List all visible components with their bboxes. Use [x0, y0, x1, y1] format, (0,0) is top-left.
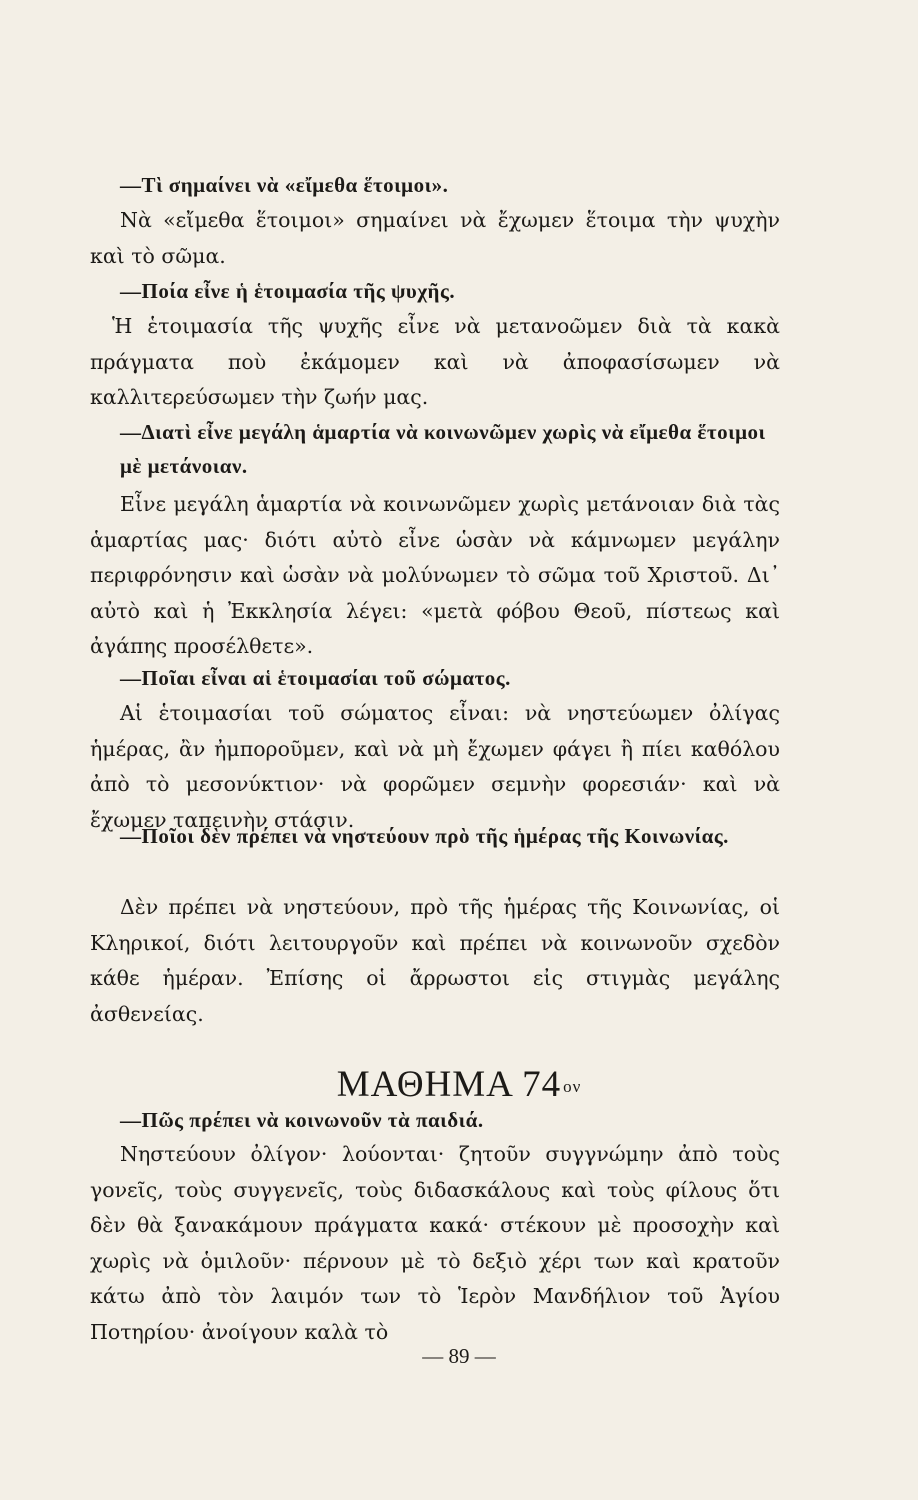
question-6: —Πῶς πρέπει νὰ κοινωνοῦν τὰ παιδιά. [120, 1108, 484, 1132]
lesson-title [0, 1063, 918, 1106]
question-4: —Ποῖαι εἶναι αἱ ἑτοιμασίαι τοῦ σώματος. [120, 666, 511, 690]
answer-3: Εἶνε μεγάλη ἁμαρτία νὰ κοινωνῶμεν χωρὶς μετάνοιαν διὰ τὰς ἁμαρτίας μας· διότι αὐτὸ εἶνε ὡσὰν νὰ κάμνωμεν μεγάλην περιφρόνησιν καὶ ὡσὰν νὰ μολύνωμεν τὸ σῶμα τοῦ Χριστοῦ. Δι᾽ αὐτὸ καὶ ἡ Ἐκκλησία λέγει: «μετὰ φόβου Θεοῦ, πίστεως καὶ ἀγάπης προσέλθετε». [90, 492, 780, 658]
answer-1: Νὰ «εἴμεθα ἕτοιμοι» σημαίνει νὰ ἔχωμεν ἕτοιμα τὴν ψυχὴν καὶ τὸ σῶμα. [90, 208, 780, 268]
answer-6: Νηστεύουν ὀλίγον· λούονται· ζητοῦν συγγνώμην ἀπὸ τοὺς γονεῖς, τοὺς συγγενεῖς, τοὺς διδασκάλους καὶ τοὺς φίλους ὅτι δὲν θὰ ξανακάμουν πράγματα κακά· στέκουν μὲ προσοχὴν καὶ χωρὶς νὰ ὁμιλοῦν· πέρνουν μὲ τὸ δεξιὸ χέρι των καὶ κρατοῦν κάτω ἀπὸ τὸν λαιμόν των τὸ Ἱερὸν Μανδήλιον τοῦ Ἁγίου Ποτηρίου· ἀνοίγουν καλὰ τὸ [90, 1142, 780, 1344]
page-number: — 89 — [422, 1344, 496, 1368]
lesson-title-suffix: ον [563, 1077, 582, 1096]
answer-4: Αἱ ἑτοιμασίαι τοῦ σώματος εἶναι: νὰ νηστεύωμεν ὀλίγας ἡμέρας, ἂν ἠμποροῦμεν, καὶ νὰ μὴ ἔχωμεν φάγει ἢ πίει καθόλου ἀπὸ τὸ μεσονύκτιον· νὰ φορῶμεν σεμνὴν φορεσιάν· καὶ νὰ ἔχωμεν ταπεινὴν στάσιν. [90, 701, 780, 832]
answer-5: Δὲν πρέπει νὰ νηστεύουν, πρὸ τῆς ἡμέρας τῆς Κοινωνίας, οἱ Κληρικοί, διότι λειτουργοῦν καὶ πρέπει νὰ κοινωνοῦν σχεδὸν κάθε ἡμέραν. Ἐπίσης οἱ ἄρρωστοι εἰς στιγμὰς μεγάλης ἀσθενείας. [90, 895, 780, 1026]
question-3: —Διατὶ εἶνε μεγάλη ἁμαρτία νὰ κοινωνῶμεν χωρὶς νὰ εἴμεθα ἕτοιμοι μὲ μετάνοιαν. [120, 420, 766, 478]
answer-2: Ἡ ἑτοιμασία τῆς ψυχῆς εἶνε νὰ μετανοῶμεν διὰ τὰ κακὰ πράγματα ποὺ ἐκάμομεν καὶ νὰ ἀποφασίσωμεν νὰ καλλιτερεύσωμεν τὴν ζωήν μας. [90, 314, 780, 409]
lesson-title-text: ΜΑΘΗΜΑ 74 [336, 1064, 562, 1105]
question-2: —Ποία εἶνε ἡ ἑτοιμασία τῆς ψυχῆς. [120, 279, 456, 303]
question-5: —Ποῖοι δὲν πρέπει νὰ νηστεύουν πρὸ τῆς ἡμέρας τῆς Κοινωνίας. [120, 824, 729, 848]
question-1: —Τὶ σημαίνει νὰ «εἴμεθα ἕτοιμοι». [120, 173, 449, 197]
